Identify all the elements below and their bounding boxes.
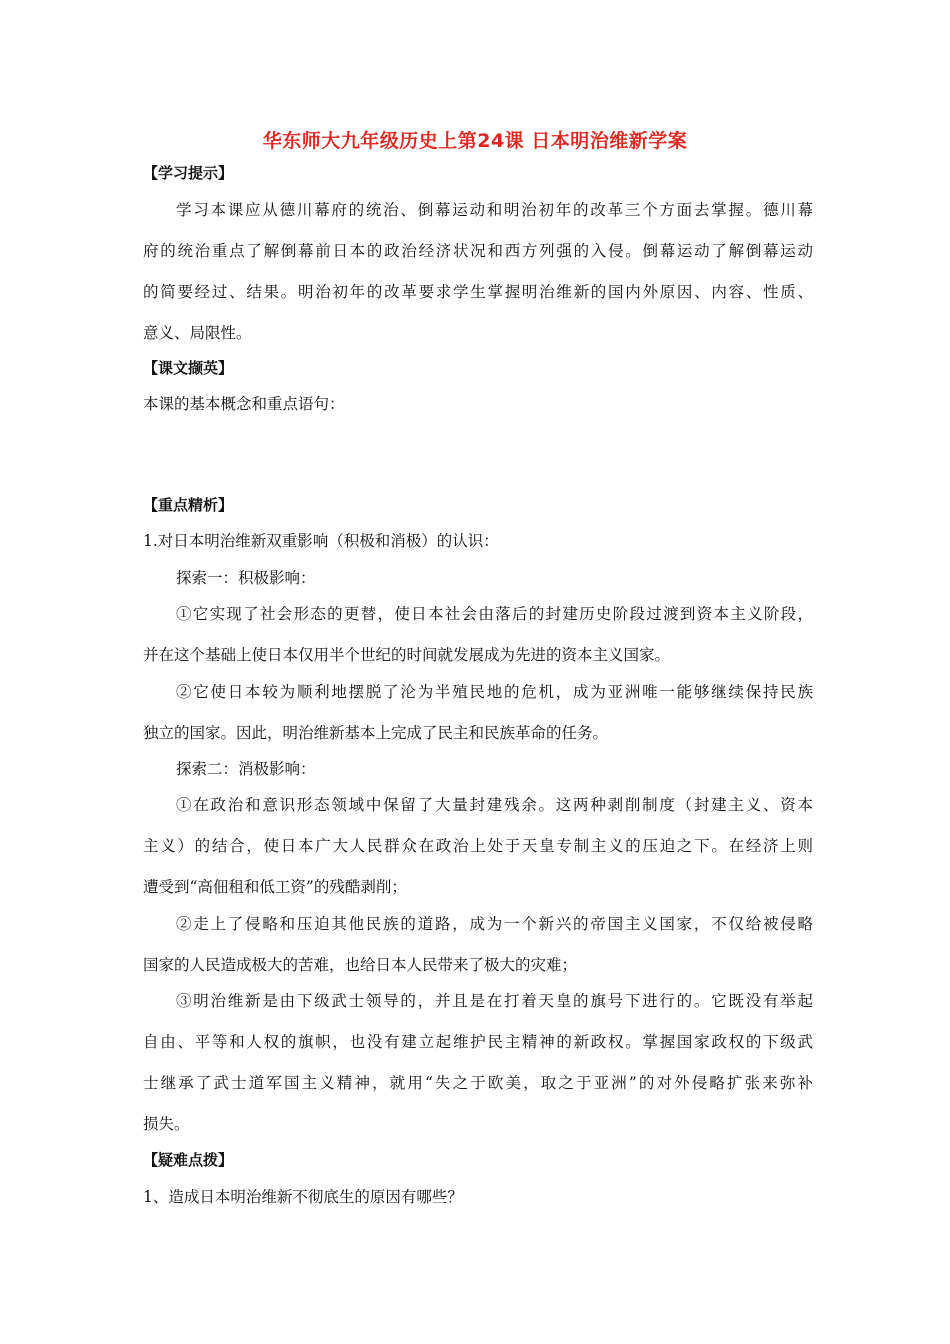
study-tips-line: 学习本课应从德川幕府的统治、倒幕运动和明治初年的改革三个方面去掌握。德川幕 [176, 201, 813, 219]
positive-point-line: ①它实现了社会形态的更替，使日本社会由落后的封建历史阶段过渡到资本主义阶段， [176, 605, 813, 623]
section-heading-key-analysis: 【重点精析】 [143, 496, 234, 514]
negative-point-line: ③明治维新是由下级武士领导的，并且是在打着天皇的旗号下进行的。它既没有举起 [176, 992, 813, 1010]
negative-point-line: 损失。 [143, 1115, 190, 1133]
positive-impact-label: 探索一：积极影响： [176, 569, 316, 587]
difficulties-question: 1、造成日本明治维新不彻底生的原因有哪些？ [143, 1188, 463, 1206]
negative-impact-label: 探索二：消极影响： [176, 760, 316, 778]
document-title: 华东师大九年级历史上第24课 日本明治维新学案 [262, 130, 688, 152]
negative-point-line: ②走上了侵略和压迫其他民族的道路，成为一个新兴的帝国主义国家，不仅给被侵略 [176, 915, 813, 933]
positive-point-line: 并在这个基础上使日本仅用半个世纪的时间就发展成为先进的资本主义国家。 [143, 646, 671, 664]
study-tips-line: 的简要经过、结果。明治初年的改革要求学生掌握明治维新的国内外原因、内容、性质、 [143, 283, 813, 301]
negative-point-line: 国家的人民造成极大的苦难，也给日本人民带来了极大的灾难； [143, 956, 578, 974]
negative-point-line: 士继承了武士道军国主义精神，就用“失之于欧美，取之于亚洲”的对外侵略扩张来弥补 [143, 1074, 813, 1092]
text-excerpt-intro: 本课的基本概念和重点语句： [143, 395, 345, 413]
negative-point-line: 自由、平等和人权的旗帜，也没有建立起维护民主精神的新政权。掌握国家政权的下级武 [143, 1033, 813, 1051]
positive-point-line: ②它使日本较为顺利地摆脱了沦为半殖民地的危机，成为亚洲唯一能够继续保持民族 [176, 683, 813, 701]
key-analysis-question: 1.对日本明治维新双重影响（积极和消极）的认识： [143, 532, 499, 550]
study-tips-line: 府的统治重点了解倒幕前日本的政治经济状况和西方列强的入侵。倒幕运动了解倒幕运动 [143, 242, 813, 260]
section-heading-text-excerpt: 【课文撷英】 [143, 359, 234, 377]
negative-point-line: ①在政治和意识形态领域中保留了大量封建残余。这两种剥削制度（封建主义、资本 [176, 796, 813, 814]
negative-point-line: 遭受到“高佃租和低工资”的残酷剥削； [143, 878, 407, 896]
positive-point-line: 独立的国家。因此，明治维新基本上完成了民主和民族革命的任务。 [143, 724, 609, 742]
section-heading-study-tips: 【学习提示】 [143, 164, 234, 182]
section-heading-difficulties: 【疑难点拨】 [143, 1151, 234, 1169]
negative-point-line: 主义）的结合，使日本广大人民群众在政治上处于天皇专制主义的压迫之下。在经济上则 [143, 837, 813, 855]
study-tips-line: 意义、局限性。 [143, 324, 252, 342]
